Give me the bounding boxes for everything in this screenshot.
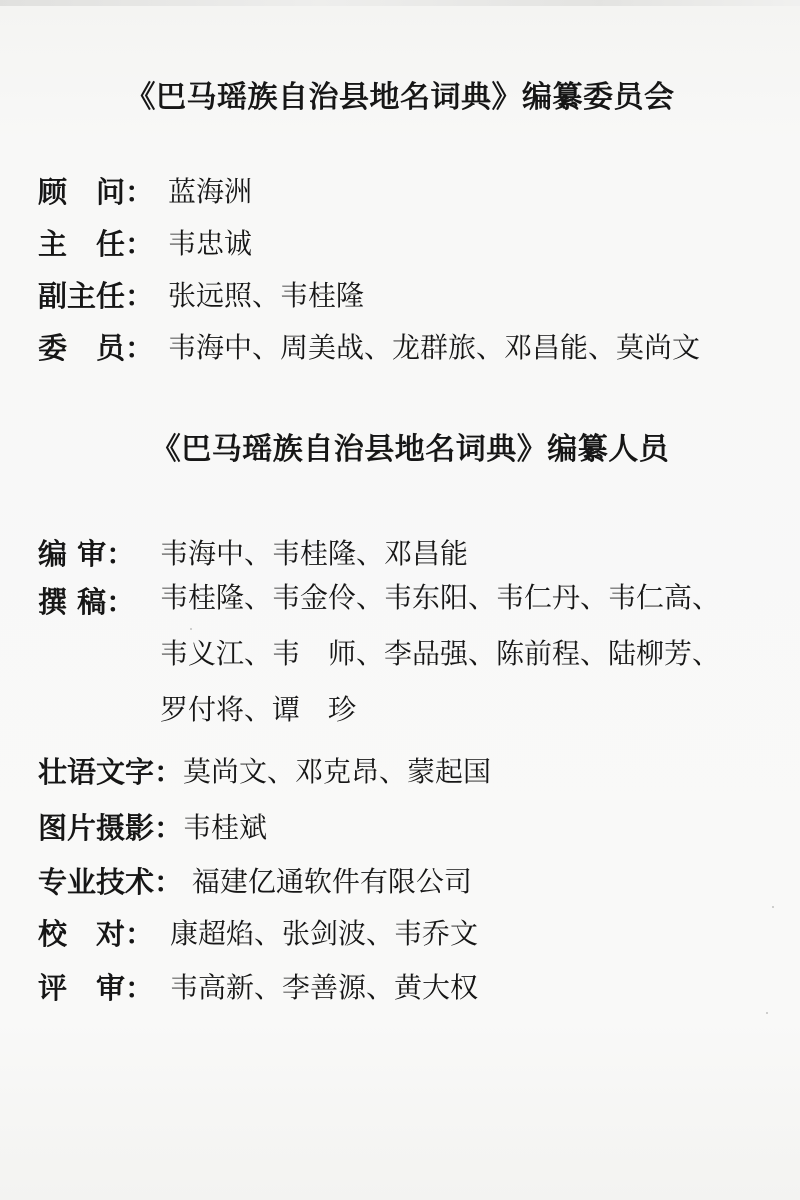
staff-label: 评 审： [38,971,155,1005]
writers-line: 罗付将、谭 珍 [160,693,357,726]
committee-row-advisor [38,170,252,211]
committee-title: 《巴马瑶族自治县地名词典》编纂委员会 [125,80,675,115]
staff-title: 《巴马瑶族自治县地名词典》编纂人员 [150,432,670,467]
staff-value: 韦桂斌 [183,811,268,844]
staff-value: 韦海中、韦桂隆、邓昌能 [160,537,469,570]
staff-row-proofreading [38,912,478,953]
staff-label: 图片摄影： [38,811,184,845]
committee-value: 张远照、韦桂隆 [168,279,365,312]
staff-row-photography [38,806,267,847]
committee-label: 委 员： [38,331,155,365]
committee-row-members [38,326,700,367]
committee-row-director [38,222,252,263]
staff-row-technical [38,860,472,901]
staff-label: 校 对： [38,917,155,951]
staff-value: 莫尚文、邓克昂、蒙起国 [183,755,492,788]
committee-label: 主 任： [38,227,155,261]
staff-label: 编 审： [38,537,136,571]
writers-list [160,570,720,738]
staff-value: 福建亿通软件有限公司 [183,865,472,898]
scan-speck [190,628,192,630]
staff-row-chief-editor [38,532,468,573]
committee-label: 副主任： [38,279,155,313]
committee-value: 韦忠诚 [168,227,253,260]
staff-value: 康超焰、张剑波、韦乔文 [170,917,479,950]
staff-label: 专业技术： [38,865,184,899]
staff-row-review [38,966,478,1007]
committee-row-deputy-director [38,274,364,315]
committee-label: 顾 问： [38,175,155,209]
staff-value: 韦高新、李善源、黄大权 [170,971,479,1004]
staff-label: 撰 稿： [38,585,136,619]
committee-value: 韦海中、周美战、龙群旅、邓昌能、莫尚文 [168,331,701,364]
staff-label: 壮语文字： [38,755,184,789]
committee-value: 蓝海洲 [168,175,253,208]
staff-row-writers [38,580,720,738]
scan-speck [772,906,774,908]
writers-line: 韦桂隆、韦金伶、韦东阳、韦仁丹、韦仁高、 [160,581,721,614]
scan-speck [766,1012,768,1014]
staff-row-zhuang-script [38,750,491,791]
scan-edge [0,0,800,6]
writers-line: 韦义江、韦 师、李品强、陈前程、陆柳芳、 [160,637,721,670]
